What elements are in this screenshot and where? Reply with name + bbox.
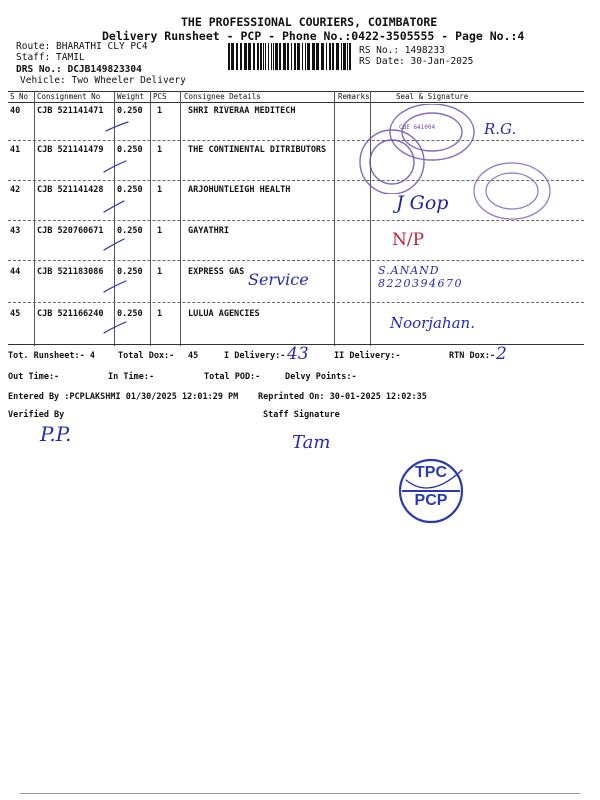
total-pod-label: Total POD:- bbox=[204, 372, 261, 382]
not-present-note: N/P bbox=[392, 230, 425, 250]
check-mark-icon bbox=[106, 122, 128, 131]
row-sno: 43 bbox=[10, 226, 21, 236]
in-time-label: In Time:- bbox=[108, 372, 155, 382]
row-sno: 41 bbox=[10, 145, 21, 155]
check-mark-icon bbox=[104, 281, 126, 292]
drs-no-text: DRS No.: DCJB149823304 bbox=[16, 64, 142, 75]
check-mark-icon bbox=[104, 239, 124, 250]
row-weight: 0.250 bbox=[117, 145, 143, 155]
row-sno: 45 bbox=[10, 309, 21, 319]
col-header-pcs: PCS bbox=[153, 92, 167, 101]
check-mark-icon bbox=[104, 201, 124, 212]
rtn-dox-label: RTN Dox:- bbox=[449, 351, 496, 361]
row-pcs: 1 bbox=[157, 267, 163, 277]
row-weight: 0.250 bbox=[117, 267, 143, 277]
reprinted-on-text: Reprinted On: 30-01-2025 12:02:35 bbox=[258, 392, 427, 402]
i-delivery-handwritten: 43 bbox=[287, 344, 309, 364]
row-sno: 44 bbox=[10, 267, 21, 277]
stamp-top-text: TPC bbox=[415, 464, 447, 481]
row-consignee: THE CONTINENTAL DITRIBUTORS bbox=[188, 145, 327, 155]
row-consignee: EXPRESS GAS bbox=[188, 267, 245, 277]
row-pcs: 1 bbox=[157, 106, 163, 116]
row-pcs: 1 bbox=[157, 226, 163, 236]
entered-by-text: Entered By :PCPLAKSHMI 01/30/2025 12:01:29 PM bbox=[8, 392, 239, 402]
row-consignment: CJB 521183086 bbox=[37, 267, 104, 277]
staff-signature-label: Staff Signature bbox=[263, 410, 340, 420]
total-dox-label: Total Dox:- bbox=[118, 351, 175, 361]
consignee-seal-stamp bbox=[462, 156, 562, 226]
delvy-points-label: Delvy Points:- bbox=[285, 372, 357, 382]
signature-row-42: J Gop bbox=[396, 192, 449, 214]
col-header-remarks: Remarks bbox=[338, 92, 370, 101]
col-header-sno: S No bbox=[10, 92, 29, 101]
row-sno: 40 bbox=[10, 106, 21, 116]
rtn-dox-handwritten: 2 bbox=[496, 344, 507, 364]
row-pcs: 1 bbox=[157, 145, 163, 155]
signature-row-45: Noorjahan. bbox=[390, 314, 475, 332]
row-consignee: GAYATHRI bbox=[188, 226, 229, 236]
row-consignee: SHRI RIVERAA MEDITECH bbox=[188, 106, 296, 116]
verified-by-label: Verified By bbox=[8, 410, 65, 420]
out-time-label: Out Time:- bbox=[8, 372, 60, 382]
signature-row-40: R.G. bbox=[484, 120, 517, 138]
row-pcs: 1 bbox=[157, 185, 163, 195]
staff-text: Staff: TAMIL bbox=[16, 52, 85, 63]
col-header-consignee: Consignee Details bbox=[184, 92, 261, 101]
check-mark-icon bbox=[104, 322, 126, 333]
check-mark-icon bbox=[104, 161, 126, 172]
row-consignee: LULUA AGENCIES bbox=[188, 309, 260, 319]
col-header-consignment: Consignment No bbox=[37, 92, 101, 101]
page-bottom-edge bbox=[20, 793, 580, 794]
row-consignment: CJB 521141471 bbox=[37, 106, 104, 116]
rs-date-text: RS Date: 30-Jan-2025 bbox=[359, 56, 474, 67]
row-consignment: CJB 521141428 bbox=[37, 185, 104, 195]
remark-service: Service bbox=[248, 270, 309, 289]
row-weight: 0.250 bbox=[117, 106, 143, 116]
row-consignment: CJB 520760671 bbox=[37, 226, 104, 236]
runsheet-subtitle: Delivery Runsheet - PCP - Phone No.:0422-3505555 - Page No.:4 bbox=[102, 29, 525, 43]
row-consignment: CJB 521166240 bbox=[37, 309, 104, 319]
receiver-name-row-44: S.ANAND bbox=[378, 264, 440, 277]
row-weight: 0.250 bbox=[117, 185, 143, 195]
row-consignee: ARJOHUNTLEIGH HEALTH bbox=[188, 185, 291, 195]
row-sno: 42 bbox=[10, 185, 21, 195]
total-dox-value: 45 bbox=[188, 351, 199, 361]
col-header-weight: Weight bbox=[117, 92, 145, 101]
receiver-phone-row-44: 8220394670 bbox=[378, 277, 463, 290]
row-weight: 0.250 bbox=[117, 226, 143, 236]
company-title: THE PROFESSIONAL COURIERS, COIMBATORE bbox=[181, 15, 438, 29]
row-weight: 0.250 bbox=[117, 309, 143, 319]
vehicle-text: Vehicle: Two Wheeler Delivery bbox=[20, 75, 186, 86]
col-header-seal: Seal & Signature bbox=[396, 92, 469, 101]
row-pcs: 1 bbox=[157, 309, 163, 319]
row-consignment: CJB 521141479 bbox=[37, 145, 104, 155]
stamp-bottom-text: PCP bbox=[414, 492, 448, 509]
tot-runsheet-label: Tot. Runsheet:- 4 bbox=[8, 351, 95, 361]
staff-signature: Tam bbox=[292, 432, 331, 453]
verified-by-signature: P.P. bbox=[40, 422, 72, 446]
ii-delivery-label: II Delivery:- bbox=[334, 351, 401, 361]
seal-text: CBE 641004 bbox=[399, 124, 436, 131]
i-delivery-label: I Delivery:- bbox=[224, 351, 286, 361]
route-text: Route: BHARATHI CLY PC4 bbox=[16, 41, 148, 52]
rs-no-text: RS No.: 1498233 bbox=[359, 45, 445, 56]
